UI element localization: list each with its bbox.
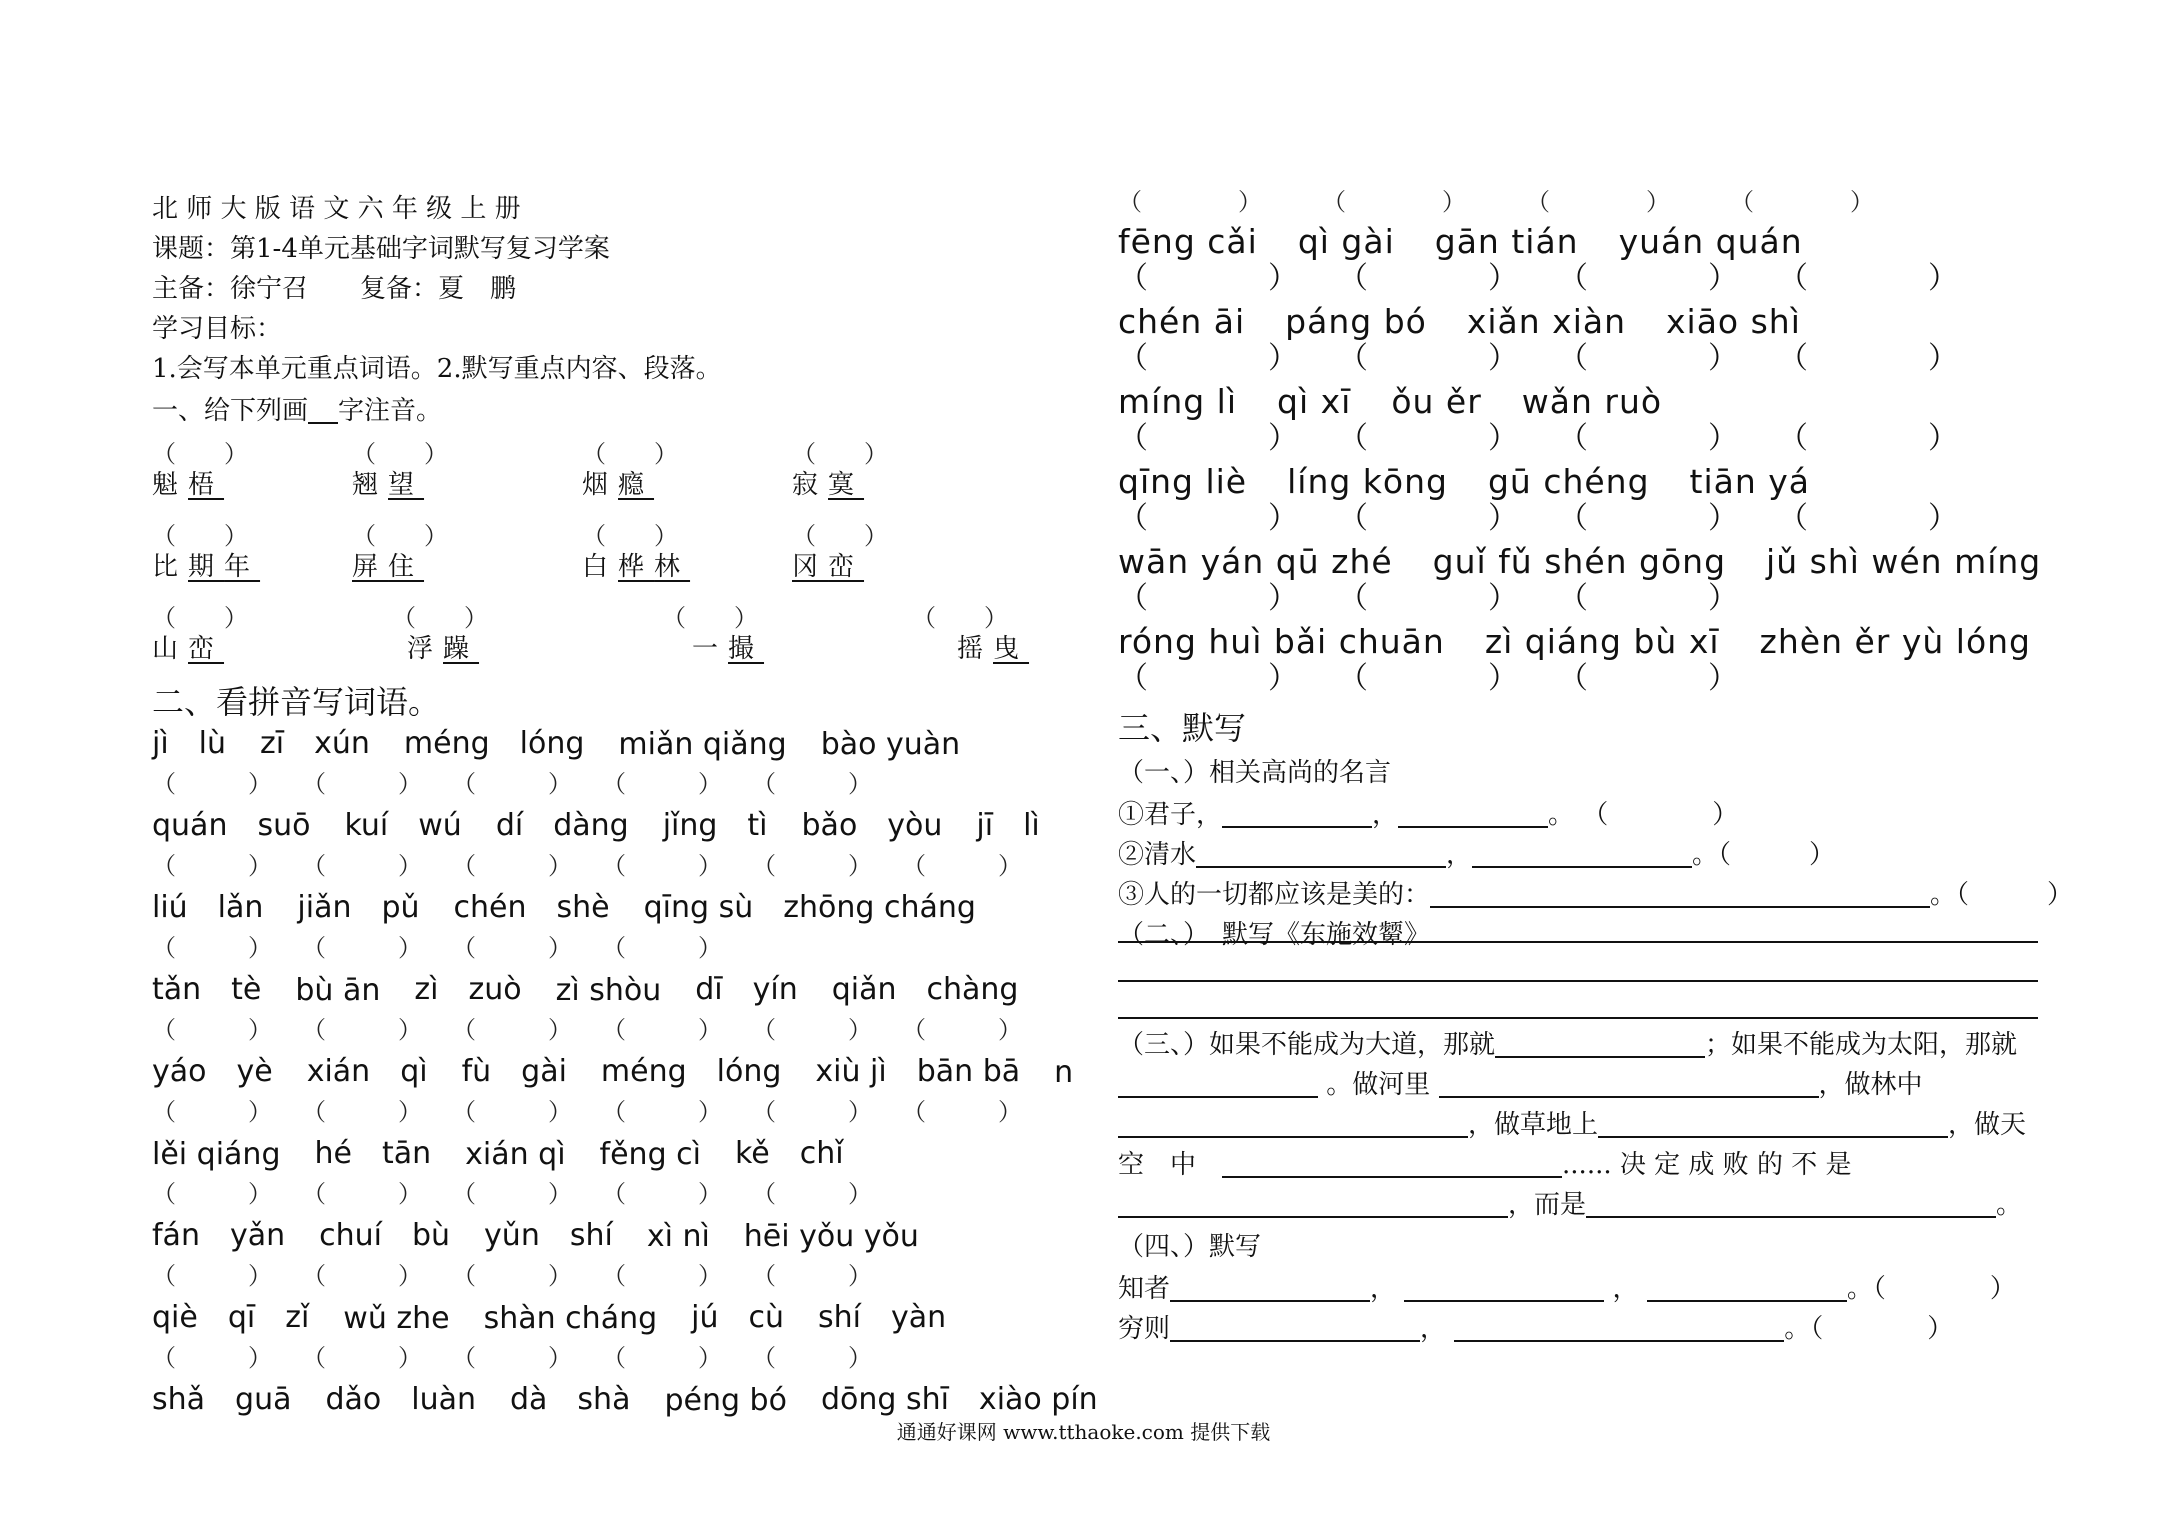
word [582,554,690,580]
answer-paren-row [152,1264,1082,1292]
char: 摇 [957,634,994,664]
part3-sub2: （二、） 默写《东施效颦》 [1118,920,1431,950]
right-column [1118,188,2074,950]
answer-paren[interactable]: （ ） [302,1344,422,1372]
answer-paren-row [152,1346,1082,1374]
qiongze-line: 穷则 ， 。（ ） [1118,1314,1954,1344]
quote-2: ②清水 ， 。（ ） [1118,840,1836,870]
answer-paren[interactable]: （ ） [452,1016,572,1044]
answer-paren[interactable]: （ ） [152,1016,272,1044]
book-title: 北 师 大 版 语 文 六 年 级 上 册 [152,194,521,224]
pinyin-word: xián qì [465,1137,566,1172]
pinyin-word: xiù jì bān bā [815,1054,1021,1089]
pinyin-word: xì nì [646,1219,710,1254]
underline-sample [308,396,338,424]
answer-paren[interactable]: （ ） [602,1344,722,1372]
answer-paren[interactable]: （ ） [1778,501,1958,536]
pinyin-row [152,1382,1098,1418]
pinyin-row [1118,302,2048,341]
pinyin-word: qīng liè [1118,462,1248,501]
answer-paren-row [1118,421,2048,456]
blank[interactable] [1430,880,1930,908]
authors: 主备：徐宁召 复备：夏 鹏 [152,274,517,304]
answer-paren[interactable]: （ ） [1558,421,1738,456]
part1-title-pre: 一、给下列画 [152,396,309,426]
sub3-text-i: ，而是 [1508,1190,1587,1220]
pinyin-word: bào yuàn [820,727,961,762]
pinyin-word: líng kōng [1287,462,1448,501]
sub3-text-c: 。做河里 [1326,1070,1431,1100]
answer-paren[interactable]: （ ） [902,852,1022,880]
answer-paren[interactable]: （ ） [1730,188,1874,216]
pinyin-row [152,1136,1082,1172]
quote-1: ①君子， ， 。 （ ） [1118,800,1739,830]
pinyin-row [152,1054,1082,1090]
answer-paren[interactable]: （ ） [1118,421,1298,456]
answer-paren[interactable]: （ ） [302,1098,422,1126]
pinyin-word: róng huì bǎi chuān [1118,622,1445,661]
char: 瘾 [618,470,655,500]
blank[interactable] [1170,1274,1370,1302]
answer-paren[interactable]: （ ） [1322,188,1466,216]
answer-paren[interactable]: （ ） [1118,501,1298,536]
pinyin-word: bǎo yòu [801,808,943,843]
answer-paren[interactable]: （ ） [602,770,722,798]
pinyin-word: tiān yá [1689,462,1811,501]
char: 一 [692,634,729,664]
answer-paren[interactable]: （ ） [1778,341,1958,376]
answer-paren[interactable]: （ ） [1118,261,1298,296]
answer-paren[interactable]: （ ） [1582,800,1739,830]
word-row [152,472,1082,508]
goals-title: 学习目标： [152,314,283,344]
answer-paren[interactable]: （ ） [152,1098,272,1126]
answer-paren[interactable]: （ ） [602,934,722,962]
pinyin-word: méng lóng [403,726,585,761]
pinyin-word: dà shà [510,1382,631,1417]
pinyin-word: n [1054,1055,1074,1090]
pinyin-row [1118,382,2048,421]
pinyin-word: páng bó [1285,302,1427,341]
pinyin-word: tǎn tè [152,972,262,1007]
answer-paren[interactable]: （ ） [902,1098,1022,1126]
pinyin-row [1118,622,2048,661]
blank[interactable] [1170,1314,1420,1342]
pinyin-word: jǔ shì wén míng [1766,542,2042,581]
answer-paren[interactable]: （ ） [1778,261,1958,296]
answer-paren[interactable]: （ ） [152,604,248,632]
pinyin-word: guǐ fǔ shén gōng [1432,542,1727,581]
part1-title [152,396,1082,424]
char: 躁 [443,634,480,664]
word [582,472,654,498]
part3-sub1: （一、）相关高尚的名言 [1118,758,1392,788]
pinyin-word: ǒu ěr [1391,382,1482,421]
word [152,472,224,498]
pinyin-row [1118,222,2048,261]
answer-paren[interactable]: （ ） [752,1098,872,1126]
pinyin-row [152,808,1082,844]
answer-paren[interactable]: （ ） [792,440,888,468]
pinyin-word: jú cù [691,1300,784,1335]
char: 峦 [188,634,225,664]
pinyin-word: quán suō [152,808,311,843]
word [692,636,764,662]
answer-paren[interactable]: （ ） [582,440,678,468]
answer-paren[interactable]: （ ） [452,1098,572,1126]
pinyin-word: hé tān [314,1136,432,1171]
answer-paren-row [152,1182,1082,1210]
answer-paren[interactable]: （ ） [1118,341,1298,376]
pinyin-row [152,1300,1082,1336]
char: 浮 [407,634,444,664]
answer-paren[interactable]: （ ） [1956,880,2074,910]
sub3-text-e: ，做草地上 [1468,1110,1599,1140]
answer-paren[interactable]: （ ） [1872,1274,2016,1304]
pinyin-word: kuí wú [344,808,462,843]
pinyin-word: dōng shī xiào pín [820,1382,1098,1417]
sub3-line-4 [1118,1150,2048,1178]
answer-paren[interactable]: （ ） [1118,188,1262,216]
pinyin-word: qì gài [1297,222,1395,261]
pinyin-word: wǔ zhe [343,1301,450,1336]
part1-title-post: 字注音。 [338,396,443,426]
blank[interactable] [1647,1274,1847,1302]
pinyin-word: dí dàng [495,808,629,843]
pinyin-word: yuán quán [1618,222,1803,261]
answer-paren[interactable]: （ ） [602,1098,722,1126]
answer-paren[interactable]: （ ） [1118,581,1298,616]
blank[interactable] [1222,800,1372,828]
answer-paren[interactable]: （ ） [1338,261,1518,296]
pinyin-row [152,890,1082,926]
blank[interactable] [1404,1274,1604,1302]
pinyin-word: kě chǐ [734,1136,844,1171]
answer-paren[interactable]: （ ） [452,1344,572,1372]
pinyin-word: shí yàn [818,1300,947,1335]
answer-paren[interactable]: （ ） [302,1016,422,1044]
sub3-text-a: （三、）如果不能成为大道，那就 [1118,1030,1496,1060]
zhizhe-line: 知者 ， ， 。（ ） [1118,1274,2016,1304]
answer-paren[interactable]: （ ） [1558,261,1738,296]
char: 冈 [792,552,829,582]
quote-3-label: ③人的一切都应该是美的： [1118,880,1431,910]
pinyin-word: xiāo shì [1666,302,1801,341]
answer-paren[interactable]: （ ） [452,1262,572,1290]
char: 望 [388,470,425,500]
pinyin-word: shǎ guā [152,1382,292,1417]
pinyin-word: qì xī [1277,382,1352,421]
pinyin-word: zhèn ěr yù lóng [1759,622,2032,661]
answer-paren[interactable]: （ ） [452,934,572,962]
pinyin-word: zì zuò [414,972,522,1007]
answer-paren[interactable]: （ ） [152,934,272,962]
blank[interactable] [1439,1070,1819,1098]
footer: 通通好课网 www.tthaoke.com 提供下载 [896,1420,1271,1444]
answer-paren[interactable]: （ ） [602,1262,722,1290]
answer-paren[interactable]: （ ） [1338,341,1518,376]
answer-paren[interactable]: （ ） [1338,501,1518,536]
answer-paren[interactable]: （ ） [392,604,488,632]
pinyin-word: wān yán qū zhé [1118,542,1393,581]
char: 桦 [618,552,655,582]
blank[interactable] [1472,840,1692,868]
pinyin-word: zì qiáng bù xī [1484,622,1720,661]
sub3-line-5: ，而是 。 [1118,1190,2048,1218]
pinyin-word: jǐng tì [662,808,768,843]
char: 翘 [352,470,389,500]
blank[interactable] [1118,1110,1468,1138]
word [352,472,424,498]
pinyin-row [152,726,1082,762]
pinyin-word: xián qì [306,1054,428,1089]
pinyin-row [152,1218,1082,1254]
answer-paren[interactable]: （ ） [302,770,422,798]
char: 年 [224,552,261,582]
pinyin-word: zī xún [260,726,370,761]
part1-grid [152,434,1082,672]
qiongze-label: 穷则 [1118,1314,1171,1344]
paren-row [152,598,1082,632]
answer-paren-row [1118,190,2048,216]
answer-paren[interactable]: （ ） [602,1016,722,1044]
answer-paren[interactable]: （ ） [152,1344,272,1372]
blank[interactable] [1454,1314,1784,1342]
answer-paren[interactable]: （ ） [152,1180,272,1208]
blank[interactable] [1398,800,1548,828]
answer-paren-row [152,1018,1082,1046]
char: 白 [582,552,619,582]
char: 魁 [152,470,189,500]
paren-row [152,516,1082,550]
pinyin-word: dī yín [695,972,798,1007]
answer-paren[interactable]: （ ） [302,1180,422,1208]
char: 林 [654,552,691,582]
pinyin-word: lěi qiáng [152,1137,281,1172]
char: 比 [152,552,189,582]
answer-paren[interactable]: （ ） [1526,188,1670,216]
answer-paren[interactable]: （ ） [752,1262,872,1290]
sub3-text-f: ，做天 [1948,1110,2027,1140]
word [152,554,260,580]
part2-right-grid [1118,190,2048,696]
pinyin-row [1118,542,2048,581]
blank[interactable] [1222,1150,1562,1178]
pinyin-word: gū chéng [1487,462,1650,501]
answer-paren-row [152,1100,1082,1128]
blank[interactable] [1586,1190,1996,1218]
pinyin-word: fěng cì [599,1137,701,1172]
answer-paren-row [152,772,1082,800]
pinyin-word: jī lì [976,808,1040,843]
answer-paren-row [1118,581,2048,616]
answer-paren[interactable]: （ ） [902,1016,1022,1044]
sub3-line-3 [1118,1110,2048,1138]
pinyin-word: méng lóng [600,1054,782,1089]
pinyin-word: wǎn ruò [1521,382,1663,421]
writing-line[interactable] [1118,980,2038,982]
char: 屏 [352,552,389,582]
word [957,636,1029,662]
answer-paren[interactable]: （ ） [452,770,572,798]
char: 烟 [582,470,619,500]
answer-paren[interactable]: （ ） [1558,581,1738,616]
answer-paren-row [152,936,1082,964]
char: 寞 [828,470,865,500]
quote-3: ③人的一切都应该是美的： 。（ ） [1118,880,2074,910]
part2-grid [152,726,1098,1418]
part3-title: 三、默写 [1118,709,1247,747]
answer-paren[interactable]: （ ） [912,604,1008,632]
blank[interactable] [1598,1110,1948,1138]
answer-paren[interactable]: （ ） [352,440,448,468]
sub3-text-h: ...... 决 定 成 败 的 不 是 [1562,1150,1852,1180]
char: 山 [152,634,189,664]
left-column [152,190,1098,1418]
pinyin-row [152,972,1082,1008]
pinyin-word: yǔn shí [484,1218,613,1253]
pinyin-word: xiǎn xiàn [1466,302,1627,341]
pinyin-word: fán yǎn [152,1218,286,1253]
quote-2-label: ②清水 [1118,840,1197,870]
pinyin-word: shàn cháng [483,1301,658,1336]
pinyin-word: hēi yǒu yǒu [743,1219,919,1254]
sub3-line-1 [1118,1030,2048,1058]
pinyin-word: dǎo luàn [325,1382,476,1417]
pinyin-word: gān tián [1434,222,1579,261]
pinyin-word: qiè qī zǐ [152,1300,310,1335]
char: 梧 [188,470,225,500]
pinyin-word: yáo yè [152,1054,273,1089]
pinyin-word: chén āi [1118,302,1246,341]
answer-paren[interactable]: （ ） [792,522,888,550]
answer-paren-row [1118,341,2048,376]
answer-paren[interactable]: （ ） [1718,840,1836,870]
answer-paren[interactable]: （ ） [302,1262,422,1290]
part3-sub4: （四、）默写 [1118,1232,1262,1262]
word-row [152,636,1082,672]
writing-line[interactable] [1118,941,2038,943]
answer-paren[interactable]: （ ） [1338,581,1518,616]
part3-sub3 [1118,1030,2048,1342]
answer-paren[interactable]: （ ） [752,1180,872,1208]
answer-paren-row [152,854,1082,882]
pinyin-word: péng bó [664,1383,787,1418]
answer-paren[interactable]: （ ） [1558,661,1738,696]
answer-paren[interactable]: （ ） [1810,1314,1954,1344]
word [407,636,479,662]
answer-paren[interactable]: （ ） [1778,421,1958,456]
answer-paren[interactable]: （ ） [152,852,272,880]
pinyin-word: chuí bù [319,1218,451,1253]
answer-paren[interactable]: （ ） [752,1344,872,1372]
char: 寂 [792,470,829,500]
pinyin-word: jì lù [152,726,227,761]
word [352,554,424,580]
answer-paren[interactable]: （ ） [1338,661,1518,696]
answer-paren-row [1118,261,2048,296]
pinyin-word: qiǎn chàng [831,972,1019,1007]
word [792,472,864,498]
answer-paren[interactable]: （ ） [152,770,272,798]
pinyin-word: qīng sù zhōng cháng [643,890,976,925]
answer-paren[interactable]: （ ） [582,522,678,550]
answer-paren[interactable]: （ ） [152,440,248,468]
char: 住 [388,552,425,582]
answer-paren[interactable]: （ ） [1558,501,1738,536]
writing-line[interactable] [1118,1017,2038,1019]
answer-paren[interactable]: （ ） [752,1016,872,1044]
pinyin-word: fù gài [461,1054,567,1089]
pinyin-word: míng lì [1118,382,1238,421]
blank[interactable] [1118,1070,1318,1098]
sub3-text-b: ；如果不能成为太阳，那就 [1705,1030,2018,1060]
quote-1-label: ①君子， [1118,800,1223,830]
topic-title: 课题：第1-4单元基础字词默写复习学案 [152,234,610,264]
pinyin-word: fēng cǎi [1118,222,1258,261]
pinyin-word: chén shè [453,890,610,925]
pinyin-word: liú lǎn [152,890,264,925]
answer-paren[interactable]: （ ） [752,852,872,880]
word [792,554,864,580]
zhizhe-label: 知者 [1118,1274,1171,1304]
word-row [152,554,1082,590]
answer-paren[interactable]: （ ） [352,522,448,550]
answer-paren[interactable]: （ ） [662,604,758,632]
blank[interactable] [1495,1030,1705,1058]
char: 峦 [828,552,865,582]
char: 撮 [728,634,765,664]
char: 曳 [993,634,1030,664]
answer-paren[interactable]: （ ） [302,934,422,962]
answer-paren[interactable]: （ ） [452,1180,572,1208]
answer-paren[interactable]: （ ） [452,852,572,880]
answer-paren[interactable]: （ ） [1118,661,1298,696]
sub3-text-d: ，做林中 [1818,1070,1923,1100]
char: 期 [188,552,225,582]
answer-paren[interactable]: （ ） [752,770,872,798]
pinyin-word: zì shòu [555,973,662,1008]
answer-paren[interactable]: （ ） [1338,421,1518,456]
answer-paren[interactable]: （ ） [602,852,722,880]
answer-paren[interactable]: （ ） [602,1180,722,1208]
blank[interactable] [1196,840,1446,868]
sub3-text-g: 空 中 [1118,1150,1197,1180]
answer-paren[interactable]: （ ） [152,1262,272,1290]
pinyin-word: miǎn qiǎng [618,727,787,762]
part2-title: 二、看拼音写词语。 [152,683,441,721]
answer-paren[interactable]: （ ） [152,522,248,550]
pinyin-word: bù ān [295,973,381,1008]
word [152,636,224,662]
answer-paren[interactable]: （ ） [302,852,422,880]
goals-text: 1.会写本单元重点词语。2.默写重点内容、段落。 [152,354,722,384]
pinyin-row [1118,462,2048,501]
sub3-line-2 [1118,1070,2048,1098]
pinyin-word: jiǎn pǔ [297,890,420,925]
answer-paren[interactable]: （ ） [1558,341,1738,376]
blank[interactable] [1118,1190,1508,1218]
answer-paren-row [1118,501,2048,536]
paren-row [152,434,1082,468]
answer-paren-row [1118,661,2048,696]
